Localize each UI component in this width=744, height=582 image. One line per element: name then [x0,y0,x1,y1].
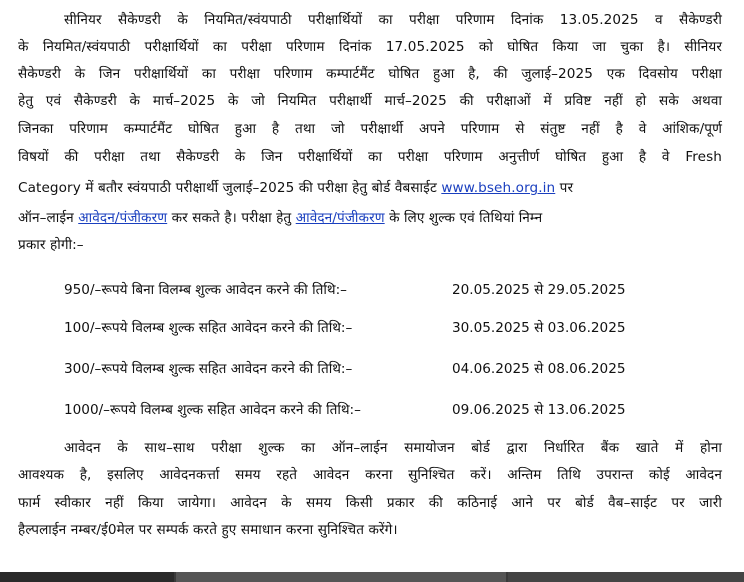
fee-label: 950/–रूपये बिना विलम्ब शुल्क आवेदन करने की तिथि:– [64,282,347,298]
para1-line7-text: Category में बतौर स्वंयपाठी परीक्षार्थी जुलाई–2025 की परीक्षा हेतु बोर्ड वैबसाईट [18,180,442,196]
para1-line1: सीनियर सैकेण्डरी के नियमित/स्वंयपाठी परीक्षार्थियों का परीक्षा परिणाम दिनांक 13.05.2025 व सैकेण्डरी [64,12,722,28]
para1-line7 [18,178,722,198]
para2-line1: आवेदन के साथ–साथ परीक्षा शुल्क का ऑन–लाईन समायोजन बोर्ड द्वारा निर्धारित बैंक खाते में होना [64,440,722,456]
para1-line9: प्रकार होगी:– [18,237,84,253]
para1-line6: विषयों की परीक्षा तथा सैकेण्डरी के जिन परीक्षार्थियों का परीक्षा परिणाम अनुत्तीर्ण घोषित हुआ है वे Fresh [18,149,722,165]
para1-line5: जिनका परिणाम कम्पार्टमैंट घोषित हुआ है तथा जो परीक्षार्थी अपने परिणाम से संतुष्ट नहीं है वे आंशिक/पूर्ण [18,121,722,137]
website-link[interactable]: www.bseh.org.in [441,180,556,196]
bottom-bar [0,572,744,582]
fee-label: 100/–रूपये विलम्ब शुल्क सहित आवेदन करने की तिथि:– [64,320,353,336]
apply-registration-link-1[interactable]: आवेदन/पंजीकरण [78,210,168,226]
para1-line2: के नियमित/स्वंयपाठी परीक्षार्थियों का परीक्षा परिणाम दिनांक 17.05.2025 को घोषित किया जा चुका है। सीनियर [18,39,722,55]
para2-line3: फार्म स्वीकार नहीं किया जायेगा। आवेदन के समय किसी प्रकार की कठिनाई आने पर बोर्ड वैब–साईट पर जारी [18,495,722,511]
para1-line8 [18,208,722,228]
fee-dates: 04.06.2025 से 08.06.2025 [452,361,626,377]
para2-line2: आवश्यक है, इसलिए आवेदनकर्त्ता समय रहते आवेदन करना सुनिश्चित करें। अन्तिम तिथि उपरान्त कोई आवेदन [18,467,722,483]
para1-line3: सैकेण्डरी के जिन परीक्षार्थियों का परीक्षा परिणाम कम्पार्टमैंट घोषित हुआ है, की जुलाई–2025 एक दिवसोय परीक्षा [18,66,722,82]
para2-line4: हैल्पलाईन नम्बर/ई0मेल पर सम्पर्क करते हुए समाधान करना सुनिश्चित करेंगे। [18,522,398,538]
fee-dates: 20.05.2025 से 29.05.2025 [452,282,626,298]
para1-line8-mid: कर सकते है। परीक्षा हेतु [167,210,296,226]
fee-label: 300/–रूपये विलम्ब शुल्क सहित आवेदन करने की तिथि:– [64,361,353,377]
para1-line4: हेतु एवं सैकेण्डरी के मार्च–2025 के जो नियमित परीक्षार्थी मार्च–2025 की परीक्षाओं में प्रविष्ट नहीं हो सके अथवा [18,93,722,109]
apply-registration-link-2[interactable]: आवेदन/पंजीकरण [295,210,385,226]
bottom-bar-segment [0,572,174,582]
fee-label: 1000/–रूपये विलम्ब शुल्क सहित आवेदन करने की तिथि:– [64,402,361,418]
para1-line7-end: पर [555,180,574,196]
bottom-bar-segment [508,572,744,582]
fee-dates: 30.05.2025 से 03.06.2025 [452,320,626,336]
fee-dates: 09.06.2025 से 13.06.2025 [452,402,626,418]
para1-line8-text: ऑन–लाईन [18,210,79,226]
para1-line8-end: के लिए शुल्क एवं तिथियां निम्न [384,210,543,226]
bottom-bar-segment [176,572,506,582]
